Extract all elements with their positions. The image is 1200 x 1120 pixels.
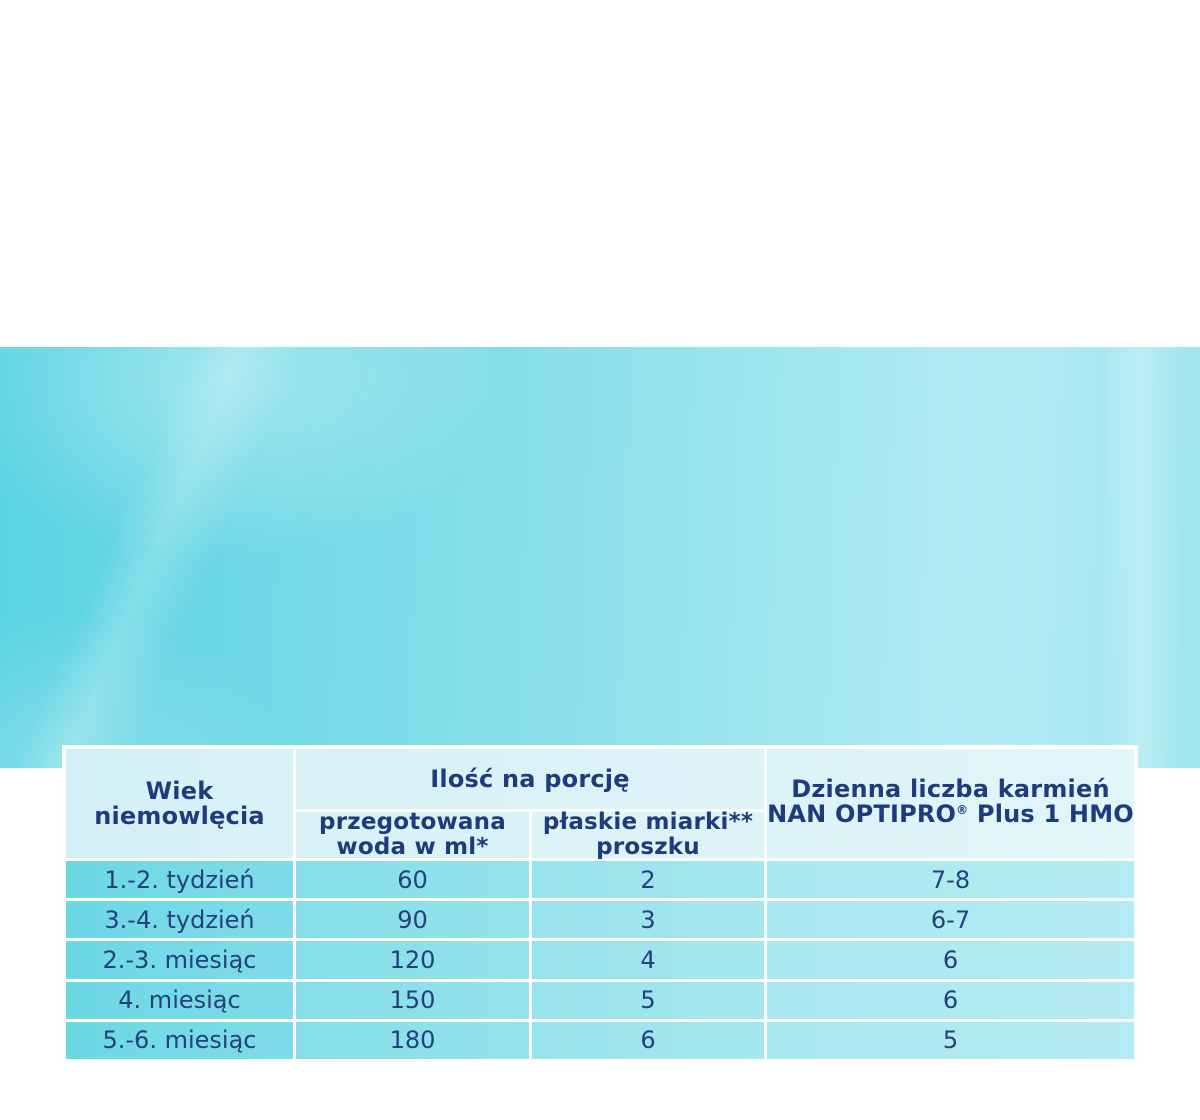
header-water (296, 809, 529, 860)
turquoise-band (0, 347, 1200, 1055)
header-scoops-line1: płaskie miarki** (542, 809, 754, 835)
header-daily-feedings (767, 749, 1134, 858)
header-scoops-line2: proszku (596, 834, 700, 860)
feeding-table (62, 745, 1138, 1063)
header-daily-line1: Dzienna liczba karmień (791, 774, 1110, 803)
header-portion-group (296, 749, 764, 809)
age-cell: 4. miesiąc (66, 982, 293, 1019)
brand-variant: Plus 1 HMO (968, 799, 1134, 828)
scoops-cell: 6 (532, 1022, 764, 1059)
scoops-cell: 5 (532, 982, 764, 1019)
water-cell: 180 (296, 1022, 529, 1059)
feedings-cell: 6 (767, 982, 1134, 1019)
feedings-cell: 7-8 (767, 861, 1134, 898)
header-age (66, 749, 293, 858)
feedings-cell: 6 (767, 941, 1134, 978)
registered-trademark-symbol: ® (956, 802, 969, 817)
header-portion-group-label: Ilość na porcję (430, 764, 630, 793)
header-age-label: Wiek niemowlęcia (94, 776, 265, 830)
age-cell: 2.-3. miesiąc (66, 941, 293, 978)
water-cell: 120 (296, 941, 529, 978)
header-daily-line2 (767, 799, 1134, 831)
header-water-line2: woda w ml* (336, 834, 489, 860)
brand-name: NAN OPTIPRO (767, 799, 957, 828)
scoops-cell: 4 (532, 941, 764, 978)
age-cell: 3.-4. tydzień (66, 901, 293, 938)
age-cell: 5.-6. miesiąc (66, 1022, 293, 1059)
header-water-line1: przegotowana (319, 809, 506, 835)
scoops-cell: 3 (532, 901, 764, 938)
feedings-cell: 6-7 (767, 901, 1134, 938)
water-cell: 90 (296, 901, 529, 938)
water-cell: 150 (296, 982, 529, 1019)
scoops-cell: 2 (532, 861, 764, 898)
feedings-cell: 5 (767, 1022, 1134, 1059)
age-cell: 1.-2. tydzień (66, 861, 293, 898)
header-scoops (532, 809, 764, 860)
water-cell: 60 (296, 861, 529, 898)
